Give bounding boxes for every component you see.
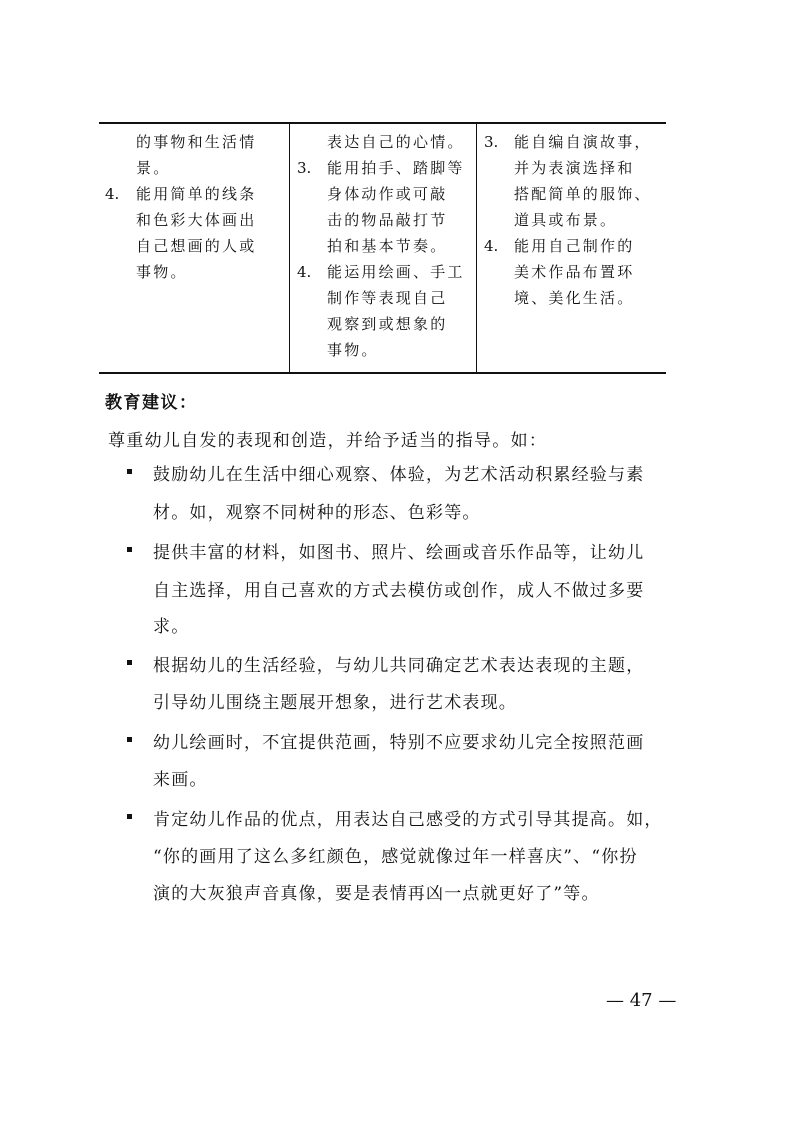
bullet-marker — [127, 660, 132, 665]
bullet-line: 演的大灰狼声音真像，要是表情再凶一点就更好了”等。 — [153, 884, 600, 904]
table-line: 美术作品布置环 — [514, 263, 635, 281]
table-line: 拍和基本节奏。 — [327, 237, 448, 255]
table-line: 能用自己制作的 — [514, 237, 635, 255]
item-number: 4. — [484, 237, 499, 255]
table-line: 身体动作或可敲 — [327, 185, 448, 203]
bullet-line: 肯定幼儿作品的优点，用表达自己感受的方式引导其提高。如， — [153, 810, 663, 830]
table-line: 制作等表现自己 — [327, 289, 448, 307]
bullet-line: 来画。 — [153, 770, 208, 790]
table-line: 能运用绘画、手工 — [327, 263, 465, 281]
table-line: 击的物品敲打节 — [327, 211, 448, 229]
bullet-marker — [127, 737, 132, 742]
section-heading: 教育建议： — [105, 393, 198, 413]
bullet-line: 自主选择，用自己喜欢的方式去模仿或创作，成人不做过多要 — [153, 581, 645, 601]
table-column-1 — [99, 124, 289, 372]
table-line: 能自编自演故事， — [514, 133, 652, 151]
table-line: 景。 — [136, 159, 171, 177]
table-line: 事物。 — [327, 341, 379, 359]
page-number: — 47 — — [606, 990, 677, 1011]
bullet-line: 根据幼儿的生活经验，与幼儿共同确定艺术表达表现的主题， — [153, 656, 645, 676]
table-column-2 — [290, 124, 476, 372]
bullet-line: 提供丰富的材料，如图书、照片、绘画或音乐作品等，让幼儿 — [153, 543, 645, 563]
bullet-line: 鼓励幼儿在生活中细心观察、体验，为艺术活动积累经验与素 — [153, 465, 645, 485]
table-line: 能用简单的线条 — [136, 185, 257, 203]
table-line: 观察到或想象的 — [327, 315, 448, 333]
bullet-marker — [127, 814, 132, 819]
intro-paragraph: 尊重幼儿自发的表现和创造，并给予适当的指导。如： — [108, 431, 548, 451]
table-line: 的事物和生活情 — [136, 133, 257, 151]
bullet-line: “你的画用了这么多红颜色，感觉就像过年一样喜庆”、“你扮 — [153, 847, 638, 867]
table-line: 和色彩大体画出 — [136, 211, 257, 229]
table-line: 自己想画的人或 — [136, 237, 257, 255]
bullet-line: 幼儿绘画时，不宜提供范画，特别不应要求幼儿完全按照范画 — [153, 733, 645, 753]
bullet-line: 求。 — [153, 617, 190, 637]
table-line: 道具或布景。 — [514, 211, 618, 229]
table-line: 能用拍手、踏脚等 — [327, 159, 465, 177]
item-number: 4. — [105, 185, 120, 203]
goals-table — [99, 122, 666, 374]
item-number: 3. — [297, 159, 312, 177]
item-number: 3. — [484, 133, 499, 151]
item-number: 4. — [297, 263, 312, 281]
table-line: 表达自己的心情。 — [327, 133, 465, 151]
bullet-marker — [127, 469, 132, 474]
bullet-line: 材。如，观察不同树种的形态、色彩等。 — [153, 503, 481, 523]
bullet-line: 引导幼儿围绕主题展开想象，进行艺术表现。 — [153, 693, 517, 713]
table-line: 搭配简单的服饰、 — [514, 185, 652, 203]
table-column-3 — [477, 124, 666, 372]
table-line: 境、美化生活。 — [514, 289, 635, 307]
table-line: 事物。 — [136, 263, 188, 281]
table-line: 并为表演选择和 — [514, 159, 635, 177]
bullet-marker — [127, 547, 132, 552]
